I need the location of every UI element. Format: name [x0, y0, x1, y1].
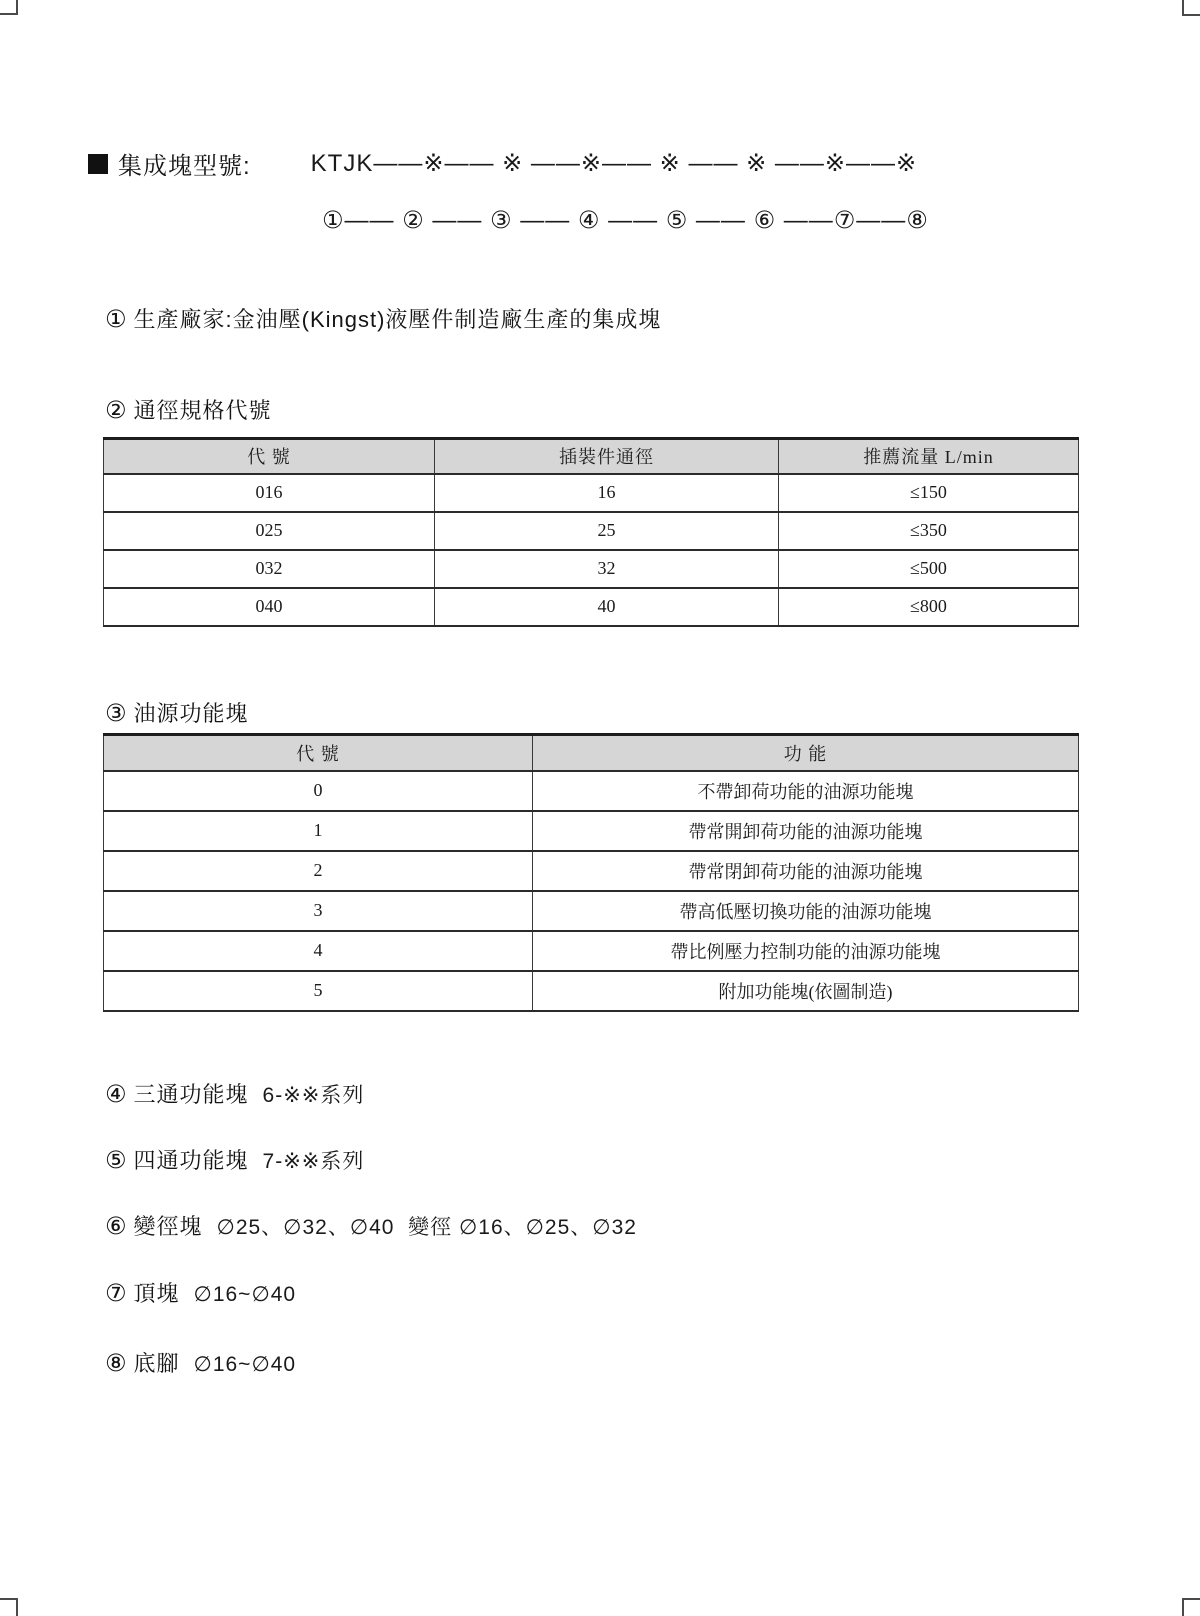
- table-cell: 32: [435, 550, 779, 588]
- table-row: [104, 771, 1079, 811]
- section-detail: 6-※※系列: [262, 1084, 365, 1107]
- model-position-numbers: ①—— ② —— ③ —— ④ —— ⑤ —— ⑥ ——⑦——⑧: [322, 207, 929, 234]
- section-title: 油源功能塊: [133, 701, 249, 726]
- column-header: 插裝件通徑: [435, 439, 779, 474]
- table-cell: ≤500: [779, 550, 1079, 588]
- table-row: [104, 891, 1079, 931]
- section-bottom-foot: [105, 1347, 296, 1378]
- table-cell: 附加功能塊(依圖制造): [533, 971, 1079, 1011]
- section-number: ④: [105, 1081, 127, 1108]
- table-header-row: [104, 439, 1079, 474]
- crop-mark-bottom-right: [1182, 1598, 1200, 1616]
- table-cell: 3: [104, 891, 533, 931]
- table-cell: 帶常閉卸荷功能的油源功能塊: [533, 851, 1079, 891]
- model-heading-label: 集成塊型號:: [118, 153, 251, 180]
- section-number: ⑤: [105, 1147, 127, 1174]
- model-number-heading: [88, 146, 917, 181]
- section-number: ②: [105, 397, 127, 424]
- section-title: 頂塊: [133, 1281, 180, 1306]
- oil-source-function-table: [103, 733, 1079, 1012]
- table-row: [104, 550, 1079, 588]
- table-cell: 帶比例壓力控制功能的油源功能塊: [533, 931, 1079, 971]
- table-row: [104, 971, 1079, 1011]
- table-row: [104, 931, 1079, 971]
- section-diameter-spec: [105, 394, 272, 425]
- section-number: ③: [105, 700, 127, 727]
- table-cell: 1: [104, 811, 533, 851]
- crop-mark-top-left: [0, 0, 18, 15]
- table-row: [104, 811, 1079, 851]
- table-cell: 2: [104, 851, 533, 891]
- crop-mark-top-right: [1182, 0, 1200, 16]
- section-title: 底腳: [133, 1351, 180, 1376]
- section-number: ⑦: [105, 1280, 127, 1307]
- column-header: 代 號: [104, 735, 533, 771]
- section-detail: ∅16~∅40: [193, 1353, 297, 1376]
- table-cell: ≤800: [779, 588, 1079, 626]
- section-title: 三通功能塊: [133, 1082, 249, 1107]
- table-header-row: [104, 735, 1079, 771]
- section-number: ⑧: [105, 1350, 127, 1377]
- diameter-spec-table: [103, 437, 1079, 627]
- table-cell: ≤350: [779, 512, 1079, 550]
- section-title: 通徑規格代號: [133, 398, 272, 423]
- table-cell: 帶常開卸荷功能的油源功能塊: [533, 811, 1079, 851]
- section-reducer-block: [105, 1210, 637, 1241]
- table-cell: 5: [104, 971, 533, 1011]
- table-row: [104, 474, 1079, 512]
- model-code-pattern: KTJK——※—— ※ ——※—— ※ —— ※ ——※——※: [310, 150, 918, 177]
- table-cell: 0: [104, 771, 533, 811]
- section-title: 生產廠家:金油壓(Kingst)液壓件制造廠生產的集成塊: [133, 307, 662, 332]
- section-four-way-block: [105, 1144, 364, 1175]
- table-cell: 016: [104, 474, 435, 512]
- table-row: [104, 851, 1079, 891]
- section-manufacturer: [105, 303, 661, 334]
- section-top-block: [105, 1277, 296, 1308]
- table-cell: 不帶卸荷功能的油源功能塊: [533, 771, 1079, 811]
- table-cell: 25: [435, 512, 779, 550]
- table-row: [104, 588, 1079, 626]
- table-row: [104, 512, 1079, 550]
- section-detail: ∅25、∅32、∅40 變徑 ∅16、∅25、∅32: [216, 1216, 637, 1239]
- section-detail: ∅16~∅40: [193, 1283, 297, 1306]
- column-header: 功 能: [533, 735, 1079, 771]
- section-number: ①: [105, 306, 127, 333]
- section-three-way-block: [105, 1078, 364, 1109]
- table-cell: 040: [104, 588, 435, 626]
- section-oil-source-block: [105, 697, 249, 728]
- table-cell: 025: [104, 512, 435, 550]
- black-square-bullet-icon: [88, 154, 108, 174]
- table-cell: 40: [435, 588, 779, 626]
- section-number: ⑥: [105, 1213, 127, 1240]
- table-cell: 032: [104, 550, 435, 588]
- table-cell: 帶高低壓切換功能的油源功能塊: [533, 891, 1079, 931]
- section-detail: 7-※※系列: [262, 1150, 365, 1173]
- column-header: 代 號: [104, 439, 435, 474]
- section-title: 四通功能塊: [133, 1148, 249, 1173]
- column-header: 推薦流量 L/min: [779, 439, 1079, 474]
- table-cell: 16: [435, 474, 779, 512]
- section-title: 變徑塊: [133, 1214, 203, 1239]
- crop-mark-bottom-left: [0, 1598, 18, 1616]
- table-cell: ≤150: [779, 474, 1079, 512]
- table-cell: 4: [104, 931, 533, 971]
